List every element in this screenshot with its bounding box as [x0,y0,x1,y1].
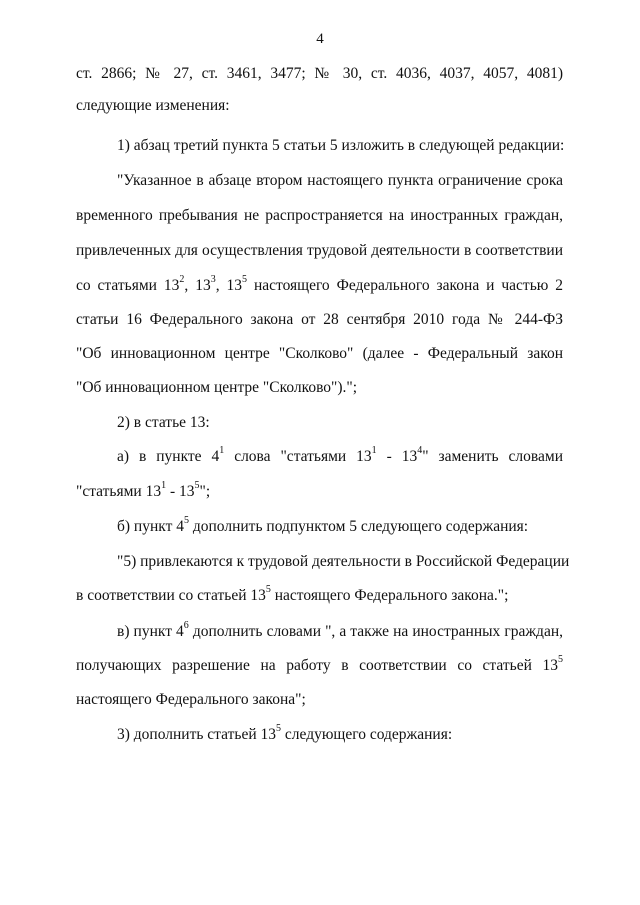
text-line-5: временного пребывания не распространяется на иностранных граждан, [76,207,563,224]
text-line-9: "Об инновационном центре "Сколково" (далее - Федеральный закон [76,345,563,362]
text-line-18: получающих разрешение на работу в соответствии со статьей $13^5$ [76,653,563,674]
text-line-2: следующие изменения: [76,97,230,114]
text-line-20: 3) дополнить статьей $13^5$ следующего содержания: [117,722,453,743]
text-line-15: "5) привлекаются к трудовой деятельности в Российской Федерации [117,553,570,570]
text-line-14: б) пункт $4^5$ дополнить подпунктом 5 следующего содержания: [117,514,529,535]
text-line-3: 1) абзац третий пункта 5 статьи 5 изложить в следующей редакции: [117,137,565,154]
text-line-11: 2) в статье 13: [117,414,210,431]
page-number: 4 [316,31,324,47]
text-line-17: в) пункт $4^6$ дополнить словами ", а также на иностранных граждан, [117,619,563,640]
text-line-8: статьи 16 Федерального закона от 28 сентября 2010 года № 244-ФЗ [76,311,563,328]
text-line-7: со статьями $13^2$, $13^3$, $13^5$ настоящего Федерального закона и частью 2 [76,273,564,294]
text-line-12: а) в пункте $4^1$ слова "статьями $13^1 - 13^4$" заменить словами [117,444,563,465]
text-line-19: настоящего Федерального закона"; [76,691,306,708]
text-line-13: "статьями $13^1 - 13^5$"; [76,479,211,500]
text-line-16: в соответствии со статьей $13^5$ настоящего Федерального закона."; [76,583,509,604]
text-line-4: "Указанное в абзаце втором настоящего пункта ограничение срока [117,172,563,189]
text-line-10: "Об инновационном центре "Сколково")."; [76,379,358,396]
text-line-1: ст. 2866; № 27, ст. 3461, 3477; № 30, ст. 4036, 4037, 4057, 4081) [76,65,563,82]
text-line-6: привлеченных для осуществления трудовой деятельности в соответствии [76,242,563,259]
